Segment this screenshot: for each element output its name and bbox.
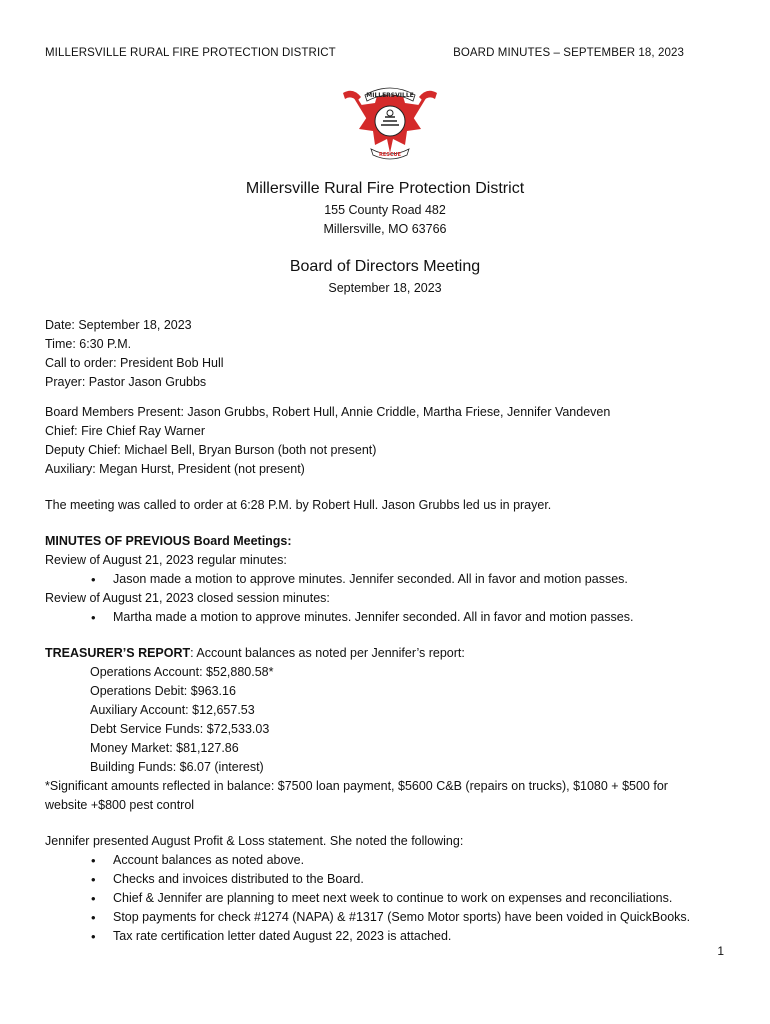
minutes-regular-list: [45, 570, 735, 589]
info-prayer: Prayer: Pastor Jason Grubbs: [45, 375, 207, 389]
list-item: • Jason made a motion to approve minutes. Jennifer seconded. All in favor and motion passes.: [45, 570, 735, 589]
minutes-body: [45, 316, 735, 946]
header-district-name: MILLERSVILLE RURAL FIRE PROTECTION DISTRICT: [45, 47, 336, 59]
pnl-intro: Jennifer presented August Profit & Loss statement. She noted the following:: [45, 834, 464, 848]
address-line-2: Millersville, MO 63766: [323, 222, 447, 236]
attendance-chief: Chief: Fire Chief Ray Warner: [45, 424, 205, 438]
list-item: • Tax rate certification letter dated August 22, 2023 is attached.: [45, 927, 735, 946]
treasurer-intro-text: : Account balances as noted per Jennifer’s report:: [190, 646, 465, 660]
minutes-closed-list: [45, 608, 735, 627]
svg-text:RESCUE: RESCUE: [378, 152, 402, 158]
attendance-board: Board Members Present: Jason Grubbs, Robert Hull, Annie Criddle, Martha Friese, Jennifer Vandeven: [45, 405, 611, 419]
minutes-heading: MINUTES OF PREVIOUS Board Meetings:: [45, 534, 292, 548]
attendance-auxiliary: Auxiliary: Megan Hurst, President (not present): [45, 462, 305, 476]
account-debt-service: Debt Service Funds: $72,533.03: [90, 722, 270, 736]
minutes-review-regular: Review of August 21, 2023 regular minutes:: [45, 553, 287, 567]
meeting-date: September 18, 2023: [328, 281, 442, 295]
svg-text:MILLERSVILLE: MILLERSVILLE: [366, 92, 414, 99]
account-money-market: Money Market: $81,127.86: [90, 741, 239, 755]
called-to-order-text: The meeting was called to order at 6:28 P.M. by Robert Hull. Jason Grubbs led us in prayer.: [45, 498, 552, 512]
fire-district-logo: [335, 83, 445, 167]
treasurer-intro: [45, 644, 735, 663]
pnl-list: [45, 851, 735, 946]
list-item: • Checks and invoices distributed to the Board.: [45, 870, 735, 889]
attendance-deputy: Deputy Chief: Michael Bell, Bryan Burson (both not present): [45, 443, 377, 457]
address-line-1: 155 County Road 482: [324, 203, 446, 217]
list-item: • Account balances as noted above.: [45, 851, 735, 870]
treasurer-note-line-1: *Significant amounts reflected in balance: $7500 loan payment, $5600 C&B (repairs on trucks), $1080 + $500 for: [45, 779, 668, 793]
list-item: • Stop payments for check #1274 (NAPA) & #1317 (Semo Motor sports) have been voided in QuickBooks.: [45, 908, 735, 927]
org-title: Millersville Rural Fire Protection District: [245, 180, 525, 197]
account-building-funds: Building Funds: $6.07 (interest): [90, 760, 264, 774]
header-minutes-date: BOARD MINUTES – SEPTEMBER 18, 2023: [453, 47, 684, 59]
treasurer-heading: TREASURER’S REPORT: [45, 646, 191, 660]
account-operations-debit: Operations Debit: $963.16: [90, 684, 236, 698]
list-item: • Martha made a motion to approve minutes. Jennifer seconded. All in favor and motion passes.: [45, 608, 735, 627]
list-item: • Chief & Jennifer are planning to meet next week to continue to work on expenses and reconciliations.: [45, 889, 735, 908]
info-date: Date: September 18, 2023: [45, 318, 192, 332]
page-number: 1: [717, 944, 724, 958]
minutes-review-closed: Review of August 21, 2023 closed session minutes:: [45, 591, 330, 605]
info-time: Time: 6:30 P.M.: [45, 337, 132, 351]
info-call-to-order: Call to order: President Bob Hull: [45, 356, 224, 370]
account-operations: Operations Account: $52,880.58*: [90, 665, 274, 679]
meeting-title: Board of Directors Meeting: [289, 258, 481, 275]
account-auxiliary: Auxiliary Account: $12,657.53: [90, 703, 255, 717]
treasurer-note-line-2: website +$800 pest control: [45, 798, 195, 812]
